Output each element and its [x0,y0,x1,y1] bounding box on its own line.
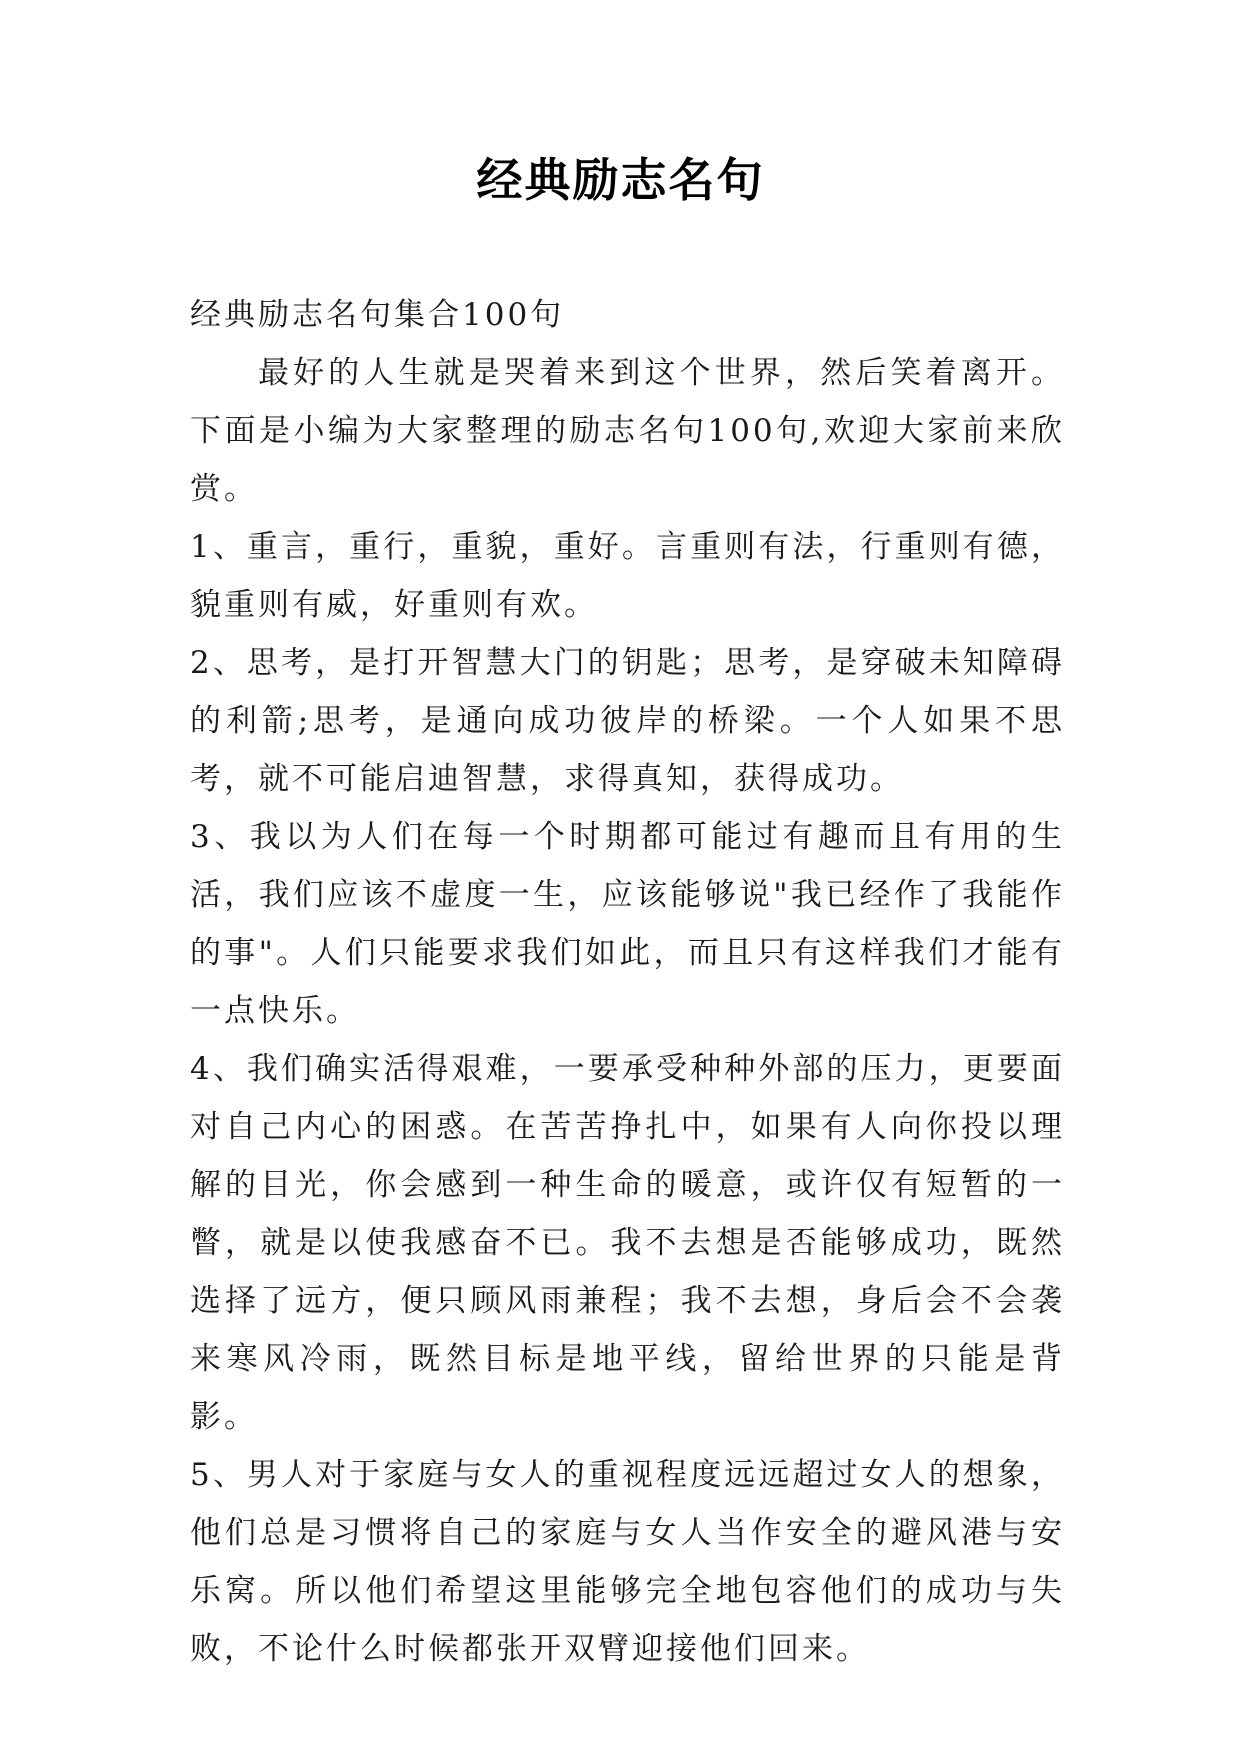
quote-item-2: 2、思考，是打开智慧大门的钥匙；思考，是穿破未知障碍的利箭;思考，是通向成功彼岸的桥梁。一个人如果不思考，就不可能启迪智慧，求得真知，获得成功。 [190,645,1065,797]
quote-item-4: 4、我们确实活得艰难，一要承受种种外部的压力，更要面对自己内心的困惑。在苦苦挣扎中，如果有人向你投以理解的目光，你会感到一种生命的暖意，或许仅有短暂的一瞥，就是以使我感奋不已。我不去想是否能够成功，既然选择了远方，便只顾风雨兼程；我不去想，身后会不会袭来寒风冷雨，既然目标是地平线，留给世界的只能是背影。 [190,1051,1065,1435]
document-subtitle: 经典励志名句集合100句 [190,297,565,333]
intro-paragraph: 最好的人生就是哭着来到这个世界，然后笑着离开。下面是小编为大家整理的励志名句100句,欢迎大家前来欣赏。 [190,355,1065,507]
quote-item-5: 5、男人对于家庭与女人的重视程度远远超过女人的想象，他们总是习惯将自己的家庭与女人当作安全的避风港与安乐窝。所以他们希望这里能够完全地包容他们的成功与失败，不论什么时候都张开双臂迎接他们回来。 [190,1457,1065,1667]
quote-item-3: 3、我以为人们在每一个时期都可能过有趣而且有用的生活，我们应该不虚度一生，应该能够说"我已经作了我能作的事"。人们只能要求我们如此，而且只有这样我们才能有一点快乐。 [190,819,1065,1029]
quote-item-1: 1、重言，重行，重貌，重好。言重则有法，行重则有德，貌重则有威，好重则有欢。 [190,529,1065,623]
document-body [190,286,1065,1678]
document-title: 经典励志名句 [476,153,765,207]
